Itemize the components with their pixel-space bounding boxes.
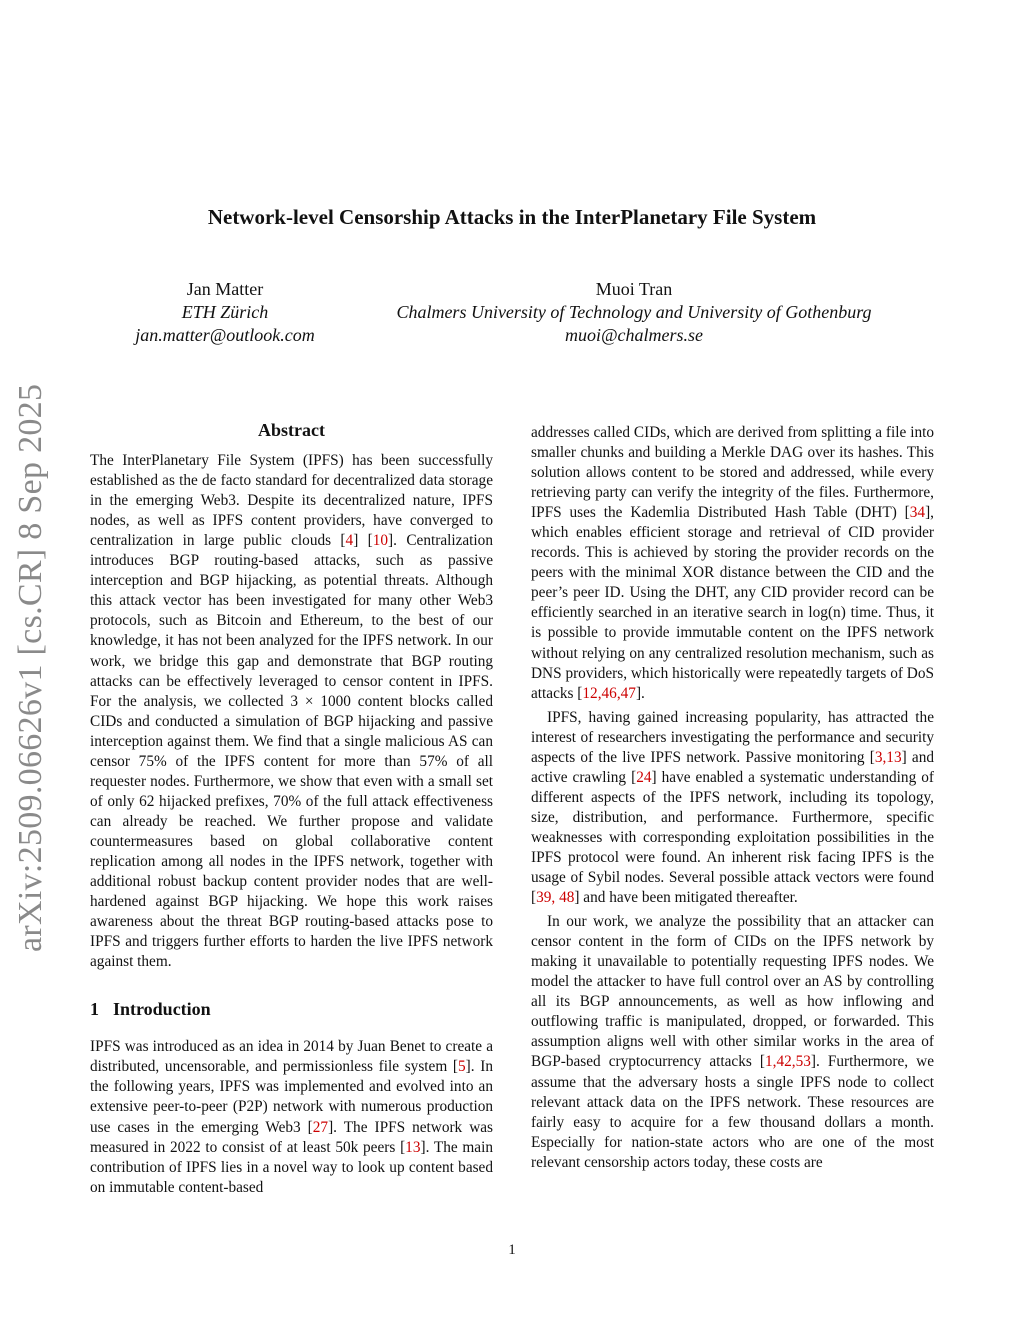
author-affiliation: ETH Zürich <box>181 302 269 322</box>
arxiv-identifier: arXiv:2509.06626v1 [cs.CR] 8 Sep 2025 <box>12 383 49 952</box>
left-column <box>90 420 493 1198</box>
paper-title: Network-level Censorship Attacks in the InterPlanetary File System <box>207 205 817 229</box>
author-block-1 <box>100 278 350 347</box>
author-affiliation: Chalmers University of Technology and University of Gothenburg <box>396 302 872 322</box>
author-email: jan.matter@outlook.com <box>135 325 315 345</box>
section-heading-introduction: 1 Introduction <box>90 999 211 1020</box>
author-name: Jan Matter <box>186 279 264 299</box>
body-paragraph: addresses called CIDs, which are derived from splitting a file into smaller chunks and building a Merkle DAG over its hashes. This solution allows content to be stored and addressed, while every retrieving party can verify the integrity of the files. Furthermore, IPFS uses the Kademlia Distributed Hash Table (DHT) [34], which enables efficient storage and retrieval of CID provider records. This is achieved by storing the provider records on the peers with the minimal XOR distance between the CID and the peer’s peer ID. Using the DHT, any CID provider record can be efficiently searched in an iterative search in log(n) time. Thus, it is possible to provide immutable content on the IPFS network without relying on any centralized resolution mechanism, such as DNS providers, which historically were repeatedly targets of DoS attacks [12,46,47]. <box>531 424 934 702</box>
citation-link[interactable]: 10 <box>372 532 389 550</box>
citation-link[interactable]: 4 <box>345 532 354 550</box>
body-paragraph: IPFS, having gained increasing popularity, has attracted the interest of researchers investigating the performance and security aspects of the live IPFS network. Passive monitoring [3,13] and active crawling [24] have enabled a systematic understanding of different aspects of the IPFS network, including its topology, size, distribution, and performance. Furthermore, specific weaknesses with corresponding exploitation possibilities in the IPFS protocol were found. An inherent risk facing IPFS is the usage of Sybil nodes. Several possible attack vectors were found [39, 48] and have been mitigated thereafter. <box>531 708 935 907</box>
author-email: muoi@chalmers.se <box>564 325 704 345</box>
author-name: Muoi Tran <box>595 279 673 299</box>
citation-link[interactable]: 24 <box>636 768 652 786</box>
citation-link[interactable]: 13 <box>886 748 902 766</box>
citation-link[interactable]: 39 <box>536 889 552 907</box>
citation-link[interactable]: 12 <box>582 684 598 702</box>
citation-link[interactable]: 48 <box>559 889 575 907</box>
right-column <box>531 423 934 1173</box>
citation-link[interactable]: 53 <box>795 1053 811 1071</box>
citation-link[interactable]: 27 <box>312 1118 329 1136</box>
citation-link[interactable]: 46 <box>601 684 617 702</box>
citation-link[interactable]: 42 <box>776 1053 792 1071</box>
body-paragraph: In our work, we analyze the possibility that an attacker can censor content in the form of CIDs on the IPFS network by making it unavailable to potentially requesting IPFS nodes. We model the attacker to have full control over an AS by controlling all its BGP announcements, as well as how inflowing and outflowing traffic is manipulated, dropped, or forwarded. This assumption aligns well with other similar works in the area of BGP-based cryptocurrency attacks [1,42,53]. Furthermore, we assume that the adversary hosts a single IPFS node to collect relevant attack data on the IPFS network. These resources are fairly easy to acquire for a few thousand dollars a month. Especially for nation-state actors who are one of the most relevant censorship actors today, these costs are <box>531 913 934 1171</box>
citation-link[interactable]: 1 <box>764 1053 773 1071</box>
citation-link[interactable]: 3 <box>874 748 883 766</box>
author-block-2 <box>360 278 908 347</box>
intro-paragraph: IPFS was introduced as an idea in 2014 by Juan Benet to create a distributed, uncensorable, and permissionless file system [5]. In the following years, IPFS was implemented and evolved into an extensive peer-to-peer (P2P) network with numerous production use cases in the emerging Web3 [27]. The IPFS network was measured in 2022 to consist of at least 50k peers [13]. The main contribution of IPFS lies in a novel way to look up content based on immutable content-based <box>90 1038 493 1196</box>
abstract-heading: Abstract <box>258 420 325 440</box>
citation-link[interactable]: 5 <box>458 1058 466 1076</box>
citation-link[interactable]: 47 <box>620 684 636 702</box>
abstract-text: The InterPlanetary File System (IPFS) has been successfully established as the de facto standard for decentralized data storage in the emerging Web3. Despite its decentralized nature, IPFS nodes, as well as IPFS content providers, have converged to centralization in large public clouds [4] [10]. Centralization introduces BGP routing-based attacks, such as passive interception and BGP hijacking, as potential threats. Although this attack vector has been investigated for many other Web3 protocols, such as Bitcoin and Ethereum, to the best of our knowledge, it has not been analyzed for the IPFS network. In our work, we bridge this gap and demonstrate that BGP routing attacks can be effectively leveraged to censor content in IPFS. For the analysis, we collected 3 × 1000 content blocks called CIDs and conducted a simulation of BGP hijacking and passive interception against them. We find that a single malicious AS can censor 75% of the IPFS content for more than 57% of all requester nodes. Furthermore, we show that even with a small set of only 62 hijacked prefixes, 70% of the full attack effectiveness can already be reached. We further propose and validate countermeasures based on global collaborative content replication among all nodes in the IPFS network, together with additional robust backup content provider nodes that are well-hardened against BGP hijacking. We hope this work raises awareness about the threat BGP routing-based attacks pose to IPFS and triggers further efforts to harden the live IPFS network against them. <box>90 452 493 971</box>
citation-link[interactable]: 34 <box>909 504 926 522</box>
page-number: 1 <box>508 1242 516 1258</box>
citation-link[interactable]: 13 <box>405 1138 421 1156</box>
